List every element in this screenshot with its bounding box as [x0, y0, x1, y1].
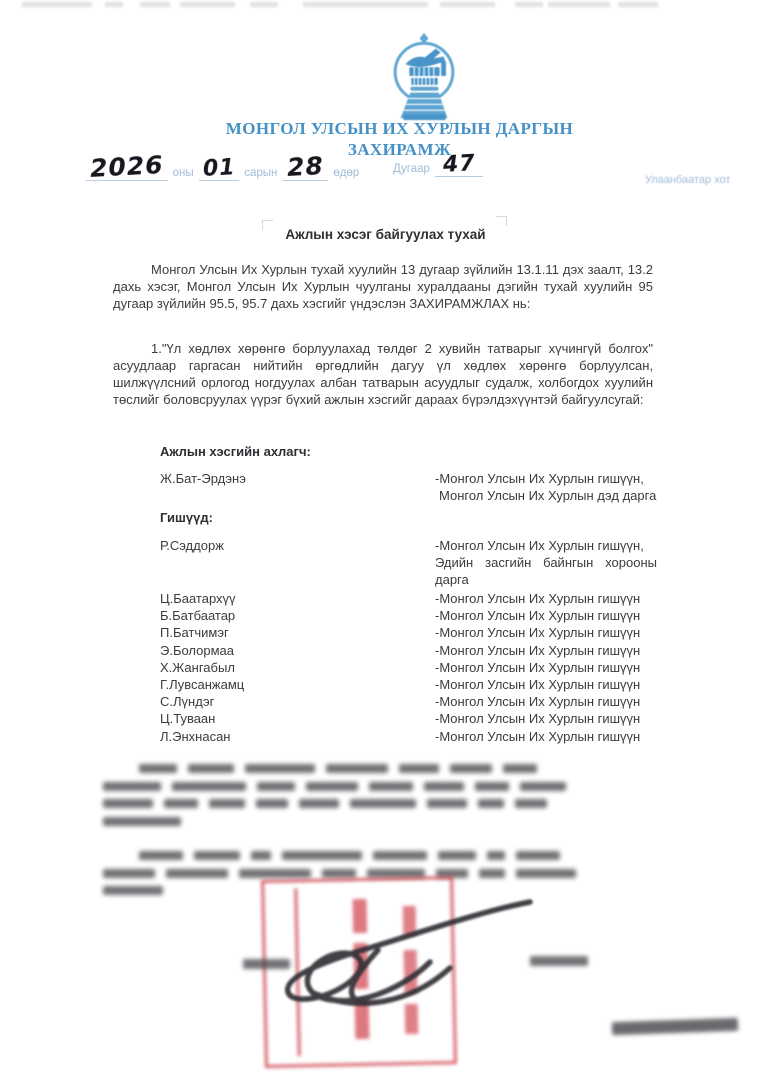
redacted-name-word [530, 956, 588, 966]
handwritten-day: 28 [286, 151, 325, 182]
org-title-line1: МОНГОЛ УЛСЫН ИХ ХУРЛЫН ДАРГЫН [225, 119, 574, 138]
scan-artifact-top-edge [0, 0, 763, 10]
member-row [160, 728, 657, 745]
leader-name: Ж.Бат-Эрдэнэ [160, 471, 246, 486]
redacted-title-word [243, 959, 290, 969]
member-name: С.Лүндэг [160, 694, 215, 710]
signature [258, 886, 538, 1026]
date-day-field [282, 152, 328, 181]
month-label: сарын [244, 167, 278, 179]
member-row [160, 659, 657, 676]
member-row [160, 710, 657, 727]
day-label: өдөр [333, 167, 360, 179]
member-name: Г.Лувсанжамц [160, 677, 245, 693]
secretary-position-line1: -Монгол Улсын Их Хурлын гишүүн, [435, 538, 644, 553]
year-label: оны [172, 167, 194, 179]
member-name: Э.Болормаа [160, 642, 235, 658]
member-position: -Монгол Улсын Их Хурлын гишүүн [435, 728, 641, 744]
member-name: Х.Жангабыл [160, 659, 235, 675]
member-position: -Монгол Улсын Их Хурлын гишүүн [435, 711, 641, 727]
handwritten-year: 2026 [89, 150, 165, 183]
redacted-paragraph-2 [103, 764, 655, 834]
field-corner-mark-right [496, 216, 507, 226]
org-title-line2: ЗАХИРАМЖ [347, 140, 452, 159]
leader-position-line2: Монгол Улсын Их Хурлын дэд дарга [439, 488, 657, 503]
intro-paragraph: Монгол Улсын Их Хурлын тухай хуулийн 13 дугаар зүйлийн 13.1.11 дэх заалт, 13.2 дахь хэсэг, Монгол Улсын Их Хурлын чуулганы хуралдааны дэгийн тухай хуулийн 95 дугаар зүйлийн 95.5, 95.7 дахь хэсгийг үндэслэн ЗАХИРАМЖЛАХ нь: [113, 262, 653, 311]
member-position: -Монгол Улсын Их Хурлын гишүүн [435, 625, 641, 641]
handwritten-number: 47 [441, 151, 476, 178]
secretary-position [435, 537, 657, 588]
member-position: -Монгол Улсын Их Хурлын гишүүн [435, 659, 641, 675]
member-row [160, 693, 657, 710]
number-label: Дугаар [393, 163, 430, 175]
redacted-registration-code [612, 1018, 738, 1035]
member-position: -Монгол Улсын Их Хурлын гишүүн [435, 642, 641, 658]
member-position: -Монгол Улсын Их Хурлын гишүүн [435, 694, 641, 710]
member-row [160, 642, 657, 659]
member-row [160, 676, 657, 693]
leader-position [435, 470, 657, 504]
leader-heading: Ажлын хэсгийн ахлагч: [160, 444, 311, 459]
secretary-position-line2: Эдийн засгийн байнгын хорооны дарга [435, 555, 657, 587]
secretary-row [160, 537, 657, 588]
member-name: Ц.Баатархүү [160, 591, 236, 606]
handwritten-month: 01 [201, 155, 236, 182]
member-row [160, 624, 657, 641]
member-position: -Монгол Улсын Их Хурлын гишүүн [435, 591, 641, 606]
member-row [160, 607, 657, 624]
member-name: Б.Батбаатар [160, 608, 236, 624]
dateline [86, 152, 364, 181]
member-name: Л.Энхнасан [160, 728, 231, 744]
member-row [160, 590, 657, 607]
member-name: П.Батчимэг [160, 625, 229, 641]
secretary-name: Р.Сэддорж [160, 538, 224, 553]
date-month-field [199, 156, 240, 181]
city-label: Улаанбаатар хот [645, 174, 731, 186]
item1-paragraph: 1."Үл хөдлөх хөрөнгө борлуулахад төлдөг 2 хувийн татварыг хүчингүй болгох" асуудлаар гаргасан нийтийн өргөдлийн дагуу үл хөдлөх хөрөнгө борлуулсан, шилжүүлсний орлогод ногдуулах албан татварын асуудлыг судалж, холбогдох хуулийн төслийг боловсруулах үүрэг бүхий ажлын хэсгийг дараах бүрэлдэхүүнтэй байгуулсугай: [113, 341, 653, 407]
leader-row [160, 470, 657, 504]
document-number-group [388, 152, 483, 177]
member-position: -Монгол Улсын Их Хурлын гишүүн [435, 677, 641, 693]
members-list [160, 590, 657, 745]
member-name: Ц.Туваан [160, 711, 216, 727]
members-heading: Гишүүд: [160, 510, 213, 525]
date-year-field [86, 152, 168, 181]
member-position: -Монгол Улсын Их Хурлын гишүүн [435, 608, 641, 624]
number-field [435, 152, 483, 177]
parliament-emblem-icon [384, 32, 464, 127]
leader-position-line1: -Монгол Улсын Их Хурлын гишүүн, [435, 471, 644, 486]
subject-title: Ажлын хэсэг байгуулах тухай [285, 227, 486, 242]
